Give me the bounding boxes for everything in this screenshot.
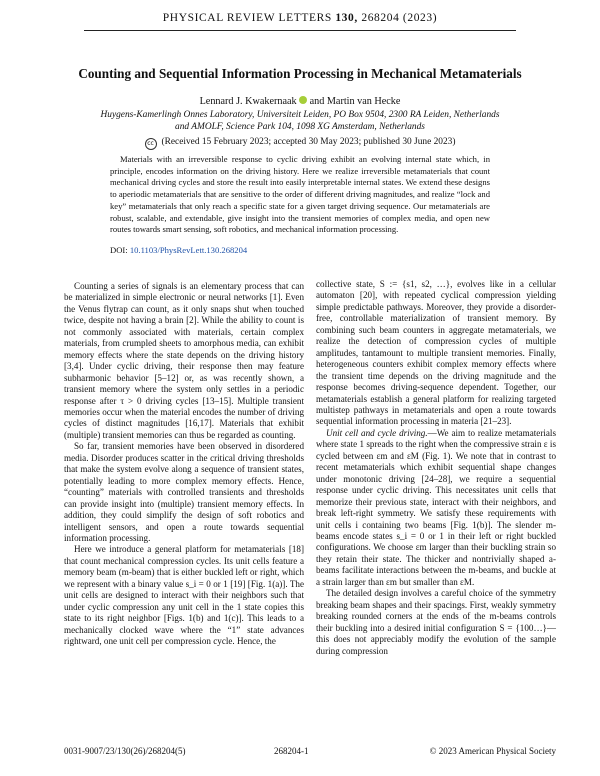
abstract: Materials with an irreversible response to cyclic driving exhibit an evolving internal state which, in principle, encodes information on the driving history. Here we realize irreversible metamaterials that count mechanical driving cycles and store the result into easily interpretable internal states. We extend these designs to aperiodic metamaterials that are sensitive to the order of different driving magnitudes, and realize “lock and key” metamaterials that only reach a specific state for a given target driving sequence. Our metamaterials are robust, scalable, and extendable, give insight into the transient memories of complex media, and open new routes towards smart sensing, soft robotics, and mechanical information processing. bbox=[110, 154, 490, 235]
journal-article: 268204 (2023) bbox=[361, 12, 438, 24]
author-second: and Martin van Hecke bbox=[309, 96, 401, 107]
section-heading: Unit cell and cycle driving. bbox=[326, 427, 428, 438]
affiliations bbox=[60, 109, 540, 133]
paper-title: Counting and Sequential Information Processing in Mechanical Metamaterials bbox=[78, 66, 522, 81]
left-paragraph-3: Here we introduce a general platform for metamaterials [18] that count mechanical compression cycles. Its unit cells feature a memory beam (m-beam) that is either buckled left or right, which we represent with a binary value s_i = 0 or 1 [19] [Fig. 1(a)]. The unit cells are designed to interact with their neighbors such that under cyclic compression any unit cell in the 1 state copies this state to its right neighbor [Figs. 1(b) and 1(c)]. This leads to a mechanically clocked wave where the “1” state advances rightward, one unit cell per compression cycle. Hence, the bbox=[64, 544, 304, 647]
right-paragraph-2 bbox=[316, 428, 556, 588]
left-paragraph-2: So far, transient memories have been observed in disordered media. Disorder produces scatter in the critical driving thresholds that make the system evolve along a sequence of transient states, potentially leading to more complex memory effects. Hence, “counting” materials with controlled transients and thresholds can provide insight into (multiple) transient memory effects. In addition, they could simplify the design of soft robotics and intelligent sensors, and open a route towards sequential information processing. bbox=[64, 441, 304, 543]
left-column bbox=[64, 281, 304, 648]
doi-line bbox=[110, 245, 247, 255]
right-paragraph-2-text: —We aim to realize metamaterials where state 1 spreads to the right when the compressive strain ε is cycled between εm and εM (Fig. 1). We note that in contrast to recent metamaterials which exhibit sequential shape changes under monotonic driving [24–28], we require a sequential response under cyclic driving. This necessitates unit cells that memorize their previous state, interact with their neighbors, and break left-right symmetry. We satisfy these requirements with unit cells i containing two beams [Fig. 1(b)]. The slender m-beams encode states s_i = 0 or 1 in their left or right buckled configurations. We choose εm larger than their buckling strain so they retain their state. The thicker and nontrivially shaped a-beams facilitate interactions between the m-beams, and buckle at a strain larger than εm but smaller than εM. bbox=[316, 427, 556, 587]
footer-page-number: 268204-1 bbox=[274, 746, 309, 756]
journal-volume: 130, bbox=[335, 12, 358, 24]
right-column bbox=[316, 279, 556, 657]
creative-commons-icon: cc bbox=[145, 138, 157, 150]
right-paragraph-3: The detailed design involves a careful choice of the symmetry breaking beam shapes and their spacings. First, weakly symmetry breaking rounded corners at the ends of the m-beams controls their buckling into a desired initial configuration S = {100…}—this does not appreciably modify the evolution of the sample during compression bbox=[316, 588, 556, 656]
journal-header bbox=[0, 12, 600, 24]
right-paragraph-1: collective state, S := {s1, s2, …}, evolves like in a cellular automaton [20], with repeated cyclical compression yielding simple predictable pathways. Moreover, they provide a disorder-free, controllable materialization of transient memory. By combining such beam counters in aggregate metamaterials, we realize the detection of compression cycles of multiple amplitudes, tantamount to multiple transient memories. Finally, heterogeneous counters exhibit complex memory effects where the transient time depends on the driving magnitude and the response becomes driving-sequence dependent. Together, our metamaterials establish a general platform for realizing targeted multistep pathways in metamaterials and open a route towards sequential information processing in materia [21–23]. bbox=[316, 279, 556, 427]
orcid-icon[interactable] bbox=[299, 96, 307, 104]
journal-name: PHYSICAL REVIEW LETTERS bbox=[162, 12, 332, 24]
author-first: Lennard J. Kwakernaak bbox=[199, 96, 297, 107]
left-paragraph-1: Counting a series of signals is an elementary process that can be materialized in simple electronic or neural networks [1]. Even the Venus flytrap can count, as it only snaps shut when touched twice, despite not having a brain [2]. While the ability to count is not commonly associated with materials, certain complex materials, from crumpled sheets to amorphous media, can exhibit memory effects where the state depends on the driving history [3,4]. Under cyclic driving, their response then may feature subharmonic behavior [5–12] or, as was recently shown, a transient memory where the system only settles in a periodic response after τ > 0 driving cycles [13–15]. Multiple transient memories occur when the material encodes the number of driving cycles of distinct magnitudes [16,17]. Materials that exhibit (multiple) transient memories can thus be regarded as counting. bbox=[64, 281, 304, 440]
footer-copyright: © 2023 American Physical Society bbox=[429, 746, 556, 756]
affiliation-1: Huygens-Kamerlingh Onnes Laboratory, Universiteit Leiden, PO Box 9504, 2300 RA Leiden, Netherlands bbox=[100, 110, 500, 120]
author-list bbox=[40, 96, 560, 107]
affiliation-2: and AMOLF, Science Park 104, 1098 XG Amsterdam, Netherlands bbox=[175, 122, 425, 132]
footer-code: 0031-9007/23/130(26)/268204(5) bbox=[64, 746, 186, 756]
received-text: (Received 15 February 2023; accepted 30 May 2023; published 30 June 2023) bbox=[161, 137, 456, 147]
received-dates bbox=[40, 137, 560, 150]
header-rule bbox=[84, 30, 516, 31]
doi-link[interactable]: 10.1103/PhysRevLett.130.268204 bbox=[129, 245, 248, 255]
doi-label: DOI: bbox=[110, 245, 128, 255]
